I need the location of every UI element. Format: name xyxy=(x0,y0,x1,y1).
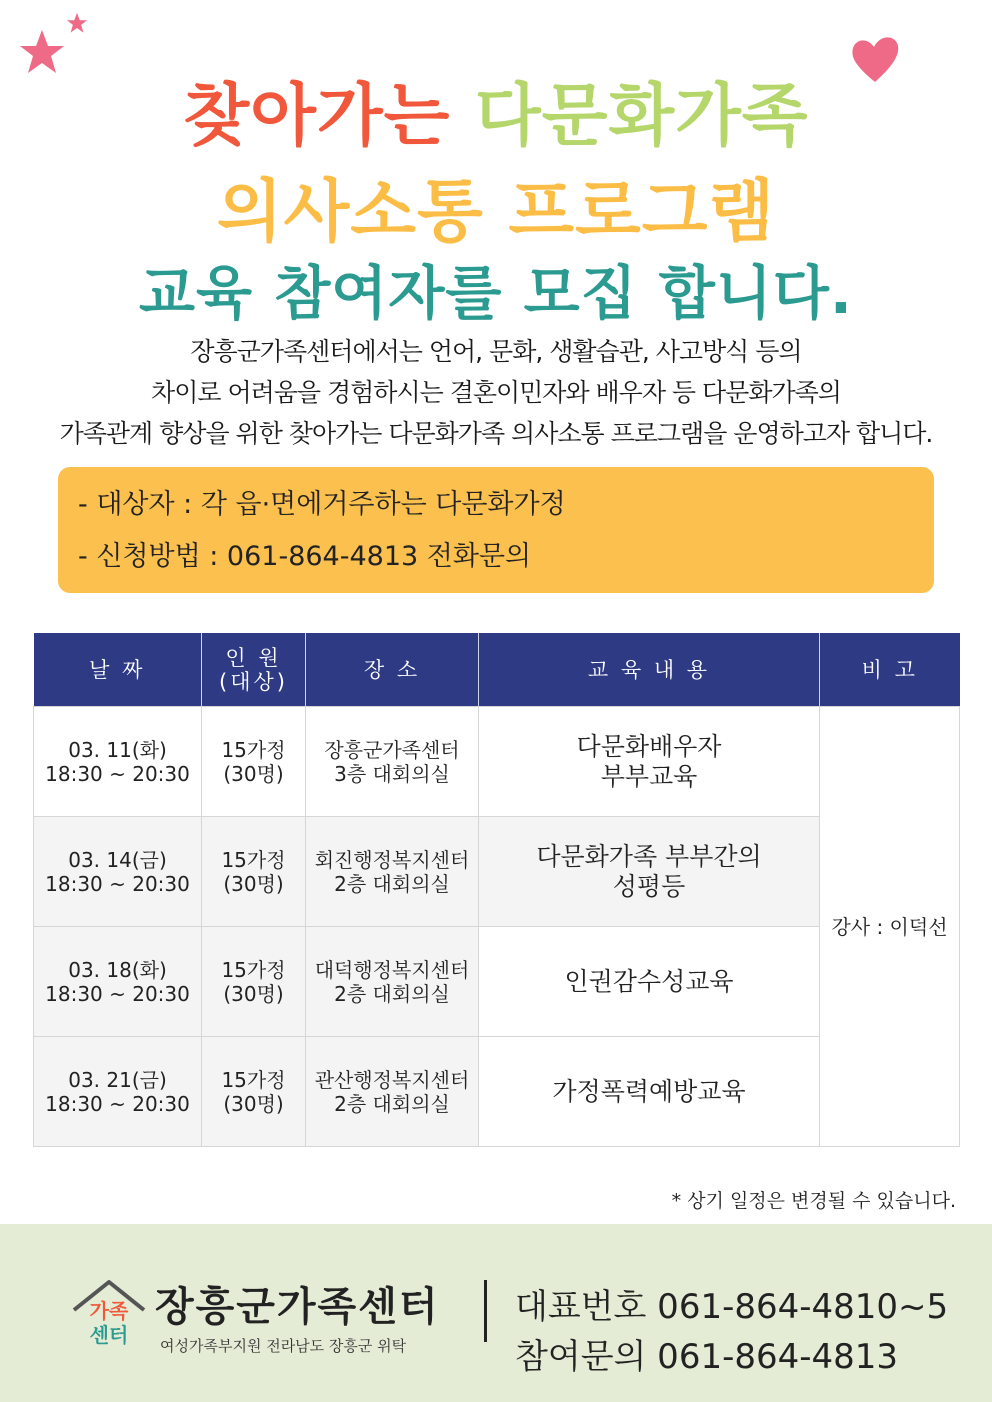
content-cell: 다문화배우자 부부교육 xyxy=(479,707,820,817)
header-place: 장 소 xyxy=(306,633,479,707)
table-header-row xyxy=(34,633,960,707)
place-cell: 대덕행정복지센터 2층 대회의실 xyxy=(306,927,479,1037)
content-cell: 인권감수성교육 xyxy=(479,927,820,1037)
title-line-2: 의사소통 프로그램 xyxy=(216,173,776,252)
house-logo-icon xyxy=(70,1276,148,1356)
note-cell: 강사 : 이덕선 xyxy=(820,707,960,1147)
intro-line-2: 차이로 어려움을 경험하시는 결혼이민자와 배우자 등 다문화가족의 xyxy=(151,378,841,407)
svg-text:센터: 센터 xyxy=(89,1323,129,1347)
header-note: 비 고 xyxy=(820,633,960,707)
main-phone: 대표번호 061-864-4810~5 xyxy=(515,1287,949,1327)
content-cell: 다문화가족 부부간의 성평등 xyxy=(479,817,820,927)
title-line-1 xyxy=(0,62,992,159)
content-cell: 가정폭력예방교육 xyxy=(479,1037,820,1147)
schedule-table xyxy=(33,633,960,1147)
header-date: 날 짜 xyxy=(34,633,202,707)
intro-line-3: 가족관계 향상을 위한 찾아가는 다문화가족 의사소통 프로그램을 운영하고자 합니다. xyxy=(59,419,933,448)
svg-text:가족: 가족 xyxy=(89,1299,129,1323)
schedule-caption: * 상기 일정은 변경될 수 있습니다. xyxy=(671,1190,956,1212)
title-red: 찾아가는 xyxy=(183,77,451,156)
target-line: - 대상자 : 각 읍·면에거주하는 다문화가정 xyxy=(78,489,566,520)
table-row xyxy=(34,707,960,817)
place-cell: 회진행정복지센터 2층 대회의실 xyxy=(306,817,479,927)
people-cell: 15가정 (30명) xyxy=(202,707,306,817)
date-cell: 03. 18(화) 18:30 ~ 20:30 xyxy=(34,927,202,1037)
footer-divider xyxy=(484,1280,487,1342)
header-content: 교 육 내 용 xyxy=(479,633,820,707)
title-line-3: 교육 참여자를 모집 합니다. xyxy=(139,259,853,327)
org-sub: 여성가족부지원 전라남도 장흥군 위탁 xyxy=(160,1337,407,1355)
title-green: 다문화가족 xyxy=(475,77,809,156)
org-name: 장흥군가족센터 xyxy=(155,1284,440,1330)
header-people: 인 원 (대상) xyxy=(202,633,306,707)
date-cell: 03. 14(금) 18:30 ~ 20:30 xyxy=(34,817,202,927)
info-box xyxy=(58,467,934,593)
people-cell: 15가정 (30명) xyxy=(202,1037,306,1147)
people-cell: 15가정 (30명) xyxy=(202,927,306,1037)
star-icon xyxy=(66,12,88,34)
footer xyxy=(0,1224,992,1402)
date-cell: 03. 11(화) 18:30 ~ 20:30 xyxy=(34,707,202,817)
people-cell: 15가정 (30명) xyxy=(202,817,306,927)
intro-line-1: 장흥군가족센터에서는 언어, 문화, 생활습관, 사고방식 등의 xyxy=(190,337,802,366)
apply-line: - 신청방법 : 061-864-4813 전화문의 xyxy=(78,541,532,572)
inquiry-phone: 참여문의 061-864-4813 xyxy=(515,1337,899,1377)
place-cell: 관산행정복지센터 2층 대회의실 xyxy=(306,1037,479,1147)
date-cell: 03. 21(금) 18:30 ~ 20:30 xyxy=(34,1037,202,1147)
place-cell: 장흥군가족센터 3층 대회의실 xyxy=(306,707,479,817)
